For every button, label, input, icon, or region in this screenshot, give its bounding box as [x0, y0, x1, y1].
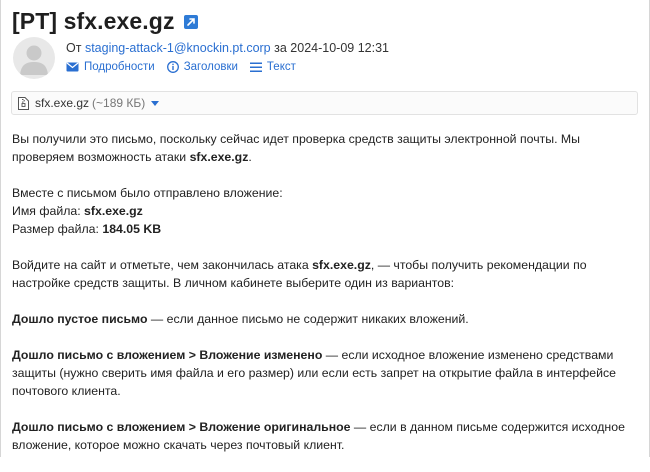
option-empty-message [12, 310, 637, 328]
intro-text: Вы получили это письмо, поскольку сейчас идет проверка средств защиты электронной почты. Мы проверяем возможность атаки [12, 132, 580, 164]
option-changed-desc: — если исходное вложение изменено средствами защиты (нужно сверить имя файла и его размер) или если есть запрет на открытие файла в интерфейсе почтового клиента. [12, 348, 616, 398]
body-paragraph-instructions [12, 256, 637, 292]
option-original-desc: — если в данном письме содержится исходное вложение, которое можно скачать через почтовый клиент. [12, 420, 625, 452]
open-external-icon[interactable] [184, 15, 198, 29]
file-archive-icon [18, 97, 29, 110]
subject-row [12, 8, 198, 35]
window-left-border [0, 0, 1, 457]
option-attachment-changed [12, 346, 637, 400]
user-silhouette-icon [13, 37, 55, 79]
intro-end: . [248, 150, 252, 164]
body-paragraph-intro [12, 130, 637, 166]
option-changed-title: Дошло письмо с вложением > Вложение изменено [12, 348, 323, 362]
from-prefix: От [66, 41, 82, 55]
attachment-item[interactable] [18, 96, 159, 110]
instructions-end: , — чтобы получить рекомендации по настройке средств защиты. В личном кабинете выберите один из вариантов: [12, 258, 587, 290]
attachments-bar [11, 91, 638, 115]
message-body [12, 130, 637, 472]
email-subject: [PT] sfx.exe.gz [12, 8, 175, 34]
message-date: 2024-10-09 12:31 [290, 41, 389, 55]
option-empty-title: Дошло пустое письмо [12, 312, 148, 326]
file-name-value: sfx.exe.gz [84, 204, 143, 218]
file-size-label: Размер файла: [12, 222, 103, 236]
attachment-size: (~189 КБ) [92, 96, 146, 110]
attack-name-2: sfx.exe.gz [312, 258, 371, 272]
sender-email-link[interactable]: staging-attack-1@knockin.pt.corp [84, 41, 271, 55]
details-label: Подробности [84, 61, 155, 73]
instructions-text: Войдите на сайт и отметьте, чем закончилась атака [12, 258, 313, 272]
text-label: Текст [266, 61, 296, 73]
details-button[interactable] [66, 61, 155, 73]
text-button[interactable] [250, 61, 296, 73]
option-attachment-original [12, 418, 637, 454]
attachment-name: sfx.exe.gz [35, 96, 90, 110]
option-empty-desc: — если данное письмо не содержит никаких вложений. [147, 312, 469, 326]
date-prefix: за [274, 41, 287, 55]
file-name-label: Имя файла: [12, 204, 85, 218]
chevron-down-icon[interactable] [151, 101, 159, 106]
file-size-value: 184.05 KB [102, 222, 162, 236]
headers-button[interactable] [167, 61, 238, 73]
info-icon [167, 61, 179, 73]
headers-label: Заголовки [183, 61, 238, 73]
body-paragraph-attachment [12, 184, 637, 238]
envelope-icon [66, 62, 79, 72]
list-icon [250, 62, 262, 73]
message-actions [66, 61, 308, 73]
option-original-title: Дошло письмо с вложением > Вложение оригинальное [12, 420, 351, 434]
sender-line [66, 41, 389, 55]
attachment-intro: Вместе с письмом было отправлено вложение: [12, 186, 283, 200]
attack-name: sfx.exe.gz [189, 150, 249, 164]
sender-avatar [13, 37, 55, 79]
